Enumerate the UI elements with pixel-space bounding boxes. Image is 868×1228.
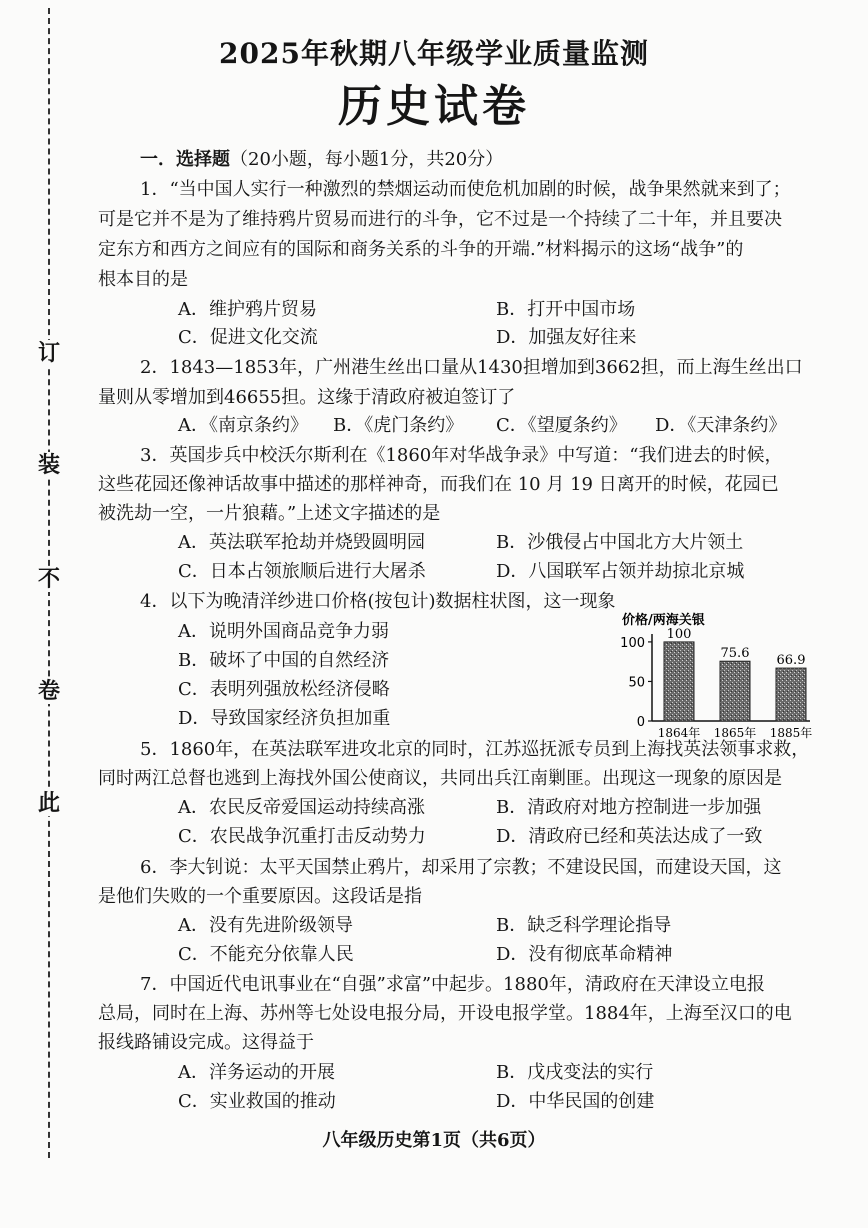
question-2-option-b: B．《虎门条约》: [333, 415, 464, 436]
question-3-option-d: D．八国联军占领并劫掠北京城: [496, 561, 745, 582]
question-6-line-2: 是他们失败的一个重要原因。这段话是指: [98, 886, 422, 907]
question-3-line-2: 这些花园还像神话故事中描述的那样神奇，而我们在 10 月 19 日离开的时候，花园已: [98, 474, 779, 495]
margin-char: 卷: [37, 678, 60, 704]
question-7-option-d: D．中华民国的创建: [496, 1091, 655, 1112]
question-7-option-c: C．实业救国的推动: [178, 1091, 336, 1112]
question-1-line-1: 1．“当中国人实行一种激烈的禁烟运动而使危机加剧的时候，战争果然就来到了；: [140, 179, 791, 200]
chart-y-axis-label: 价格/两海关银: [622, 613, 705, 628]
section-title: 一．选择题: [140, 149, 230, 170]
yarn-price-bar-chart: [600, 610, 860, 750]
chart-bar: [664, 642, 694, 721]
margin-char: 订: [37, 340, 60, 366]
chart-y-tick-label: 100: [620, 635, 645, 651]
margin-char: 不: [37, 566, 60, 592]
question-4-line-1: 4．以下为晚清洋纱进口价格(按包计)数据柱状图，这一现象: [140, 591, 616, 612]
question-6-option-d: D．没有彻底革命精神: [496, 944, 673, 965]
question-1-line-4: 根本目的是: [98, 269, 188, 290]
question-3-option-a: A．英法联军抢劫并烧毁圆明园: [178, 532, 425, 553]
question-4-option-c: C．表明列强放松经济侵略: [178, 679, 390, 700]
question-4-option-b: B．破坏了中国的自然经济: [178, 650, 390, 671]
question-2-option-a: A．《南京条约》: [178, 415, 308, 436]
question-7-line-2: 总局，同时在上海、苏州等七处设电报分局，开设电报学堂。1884年，上海至汉口的电: [98, 1003, 792, 1024]
question-1-option-d: D．加强友好往来: [496, 327, 637, 348]
exam-subject: 历史试卷: [338, 81, 530, 132]
question-7-line-3: 报线路铺设完成。这得益于: [98, 1032, 314, 1053]
chart-y-tick-label: 0: [636, 715, 645, 730]
binding-margin: [0, 0, 80, 1228]
chart-x-tick-label: 1885年: [769, 726, 813, 740]
chart-data-label: 66.9: [776, 653, 806, 669]
page-footer: 八年级历史第1页（共6页）: [322, 1130, 546, 1151]
question-7-option-a: A．洋务运动的开展: [178, 1062, 335, 1083]
question-3-option-b: B．沙俄侵占中国北方大片领土: [496, 532, 744, 553]
question-1-option-b: B．打开中国市场: [496, 299, 636, 320]
question-5-option-c: C．农民战争沉重打击反动势力: [178, 826, 426, 847]
question-2-option-d: D．《天津条约》: [655, 415, 787, 436]
question-5-line-2: 同时两江总督也逃到上海找外国公使商议，共同出兵江南剿匪。出现这一现象的原因是: [98, 768, 782, 789]
question-3-option-c: C．日本占领旅顺后进行大屠杀: [178, 561, 426, 582]
margin-char: 此: [37, 790, 60, 816]
chart-data-label: 75.6: [720, 646, 750, 662]
question-1-option-a: A．维护鸦片贸易: [178, 299, 317, 320]
question-6-option-b: B．缺乏科学理论指导: [496, 915, 672, 936]
section-note: （20小题，每小题1分，共20分）: [230, 149, 504, 170]
exam-title: 2025年秋期八年级学业质量监测: [219, 37, 649, 70]
question-1-line-3: 定东方和西方之间应有的国际和商务关系的斗争的开端.”材料揭示的这场“战争”的: [98, 239, 744, 260]
section-heading: [140, 147, 503, 173]
question-2-line-2: 量则从零增加到46655担。这缘于清政府被迫签订了: [98, 387, 516, 408]
question-6-option-c: C．不能充分依靠人民: [178, 944, 354, 965]
question-5-option-a: A．农民反帝爱国运动持续高涨: [178, 797, 425, 818]
question-3-line-1: 3．英国步兵中校沃尔斯利在《1860年对华战争录》中写道：“我们进去的时候，: [140, 445, 783, 466]
question-6-option-a: A．没有先进阶级领导: [178, 915, 353, 936]
question-5-option-b: B．清政府对地方控制进一步加强: [496, 797, 762, 818]
question-2-line-1: 2．1843—1853年，广州港生丝出口量从1430担增加到3662担，而上海生丝出口: [140, 357, 803, 378]
chart-bar: [776, 668, 806, 721]
question-4-option-d: D．导致国家经济负担加重: [178, 708, 391, 729]
question-5-option-d: D．清政府已经和英法达成了一致: [496, 826, 763, 847]
chart-y-tick-label: 50: [628, 675, 645, 691]
question-7-option-b: B．戊戌变法的实行: [496, 1062, 654, 1083]
chart-x-tick-label: 1865年: [713, 726, 757, 740]
question-1-line-2: 可是它并不是为了维持鸦片贸易而进行的斗争，它不过是一个持续了二十年，并且要决: [98, 209, 782, 230]
margin-char: 装: [37, 452, 60, 478]
question-1-option-c: C．促进文化交流: [178, 327, 318, 348]
question-2-option-c: C．《望厦条约》: [496, 415, 627, 436]
chart-data-label: 100: [666, 626, 692, 642]
question-5-line-1: 5．1860年，在英法联军进攻北京的同时，江苏巡抚派专员到上海找英法领事求救，: [140, 739, 810, 760]
question-7-line-1: 7．中国近代电讯事业在“自强”求富”中起步。1880年，清政府在天津设立电报: [140, 974, 765, 995]
yarn-price-chart: [600, 610, 860, 750]
chart-x-tick-label: 1864年: [657, 726, 701, 740]
question-4-option-a: A．说明外国商品竞争力弱: [178, 621, 389, 642]
question-6-line-1: 6．李大钊说：太平天国禁止鸦片，却采用了宗教；不建设民国，而建设天国，这: [140, 857, 782, 878]
chart-bar: [720, 661, 750, 721]
question-3-line-3: 被洗劫一空，一片狼藉。”上述文字描述的是: [98, 503, 441, 524]
